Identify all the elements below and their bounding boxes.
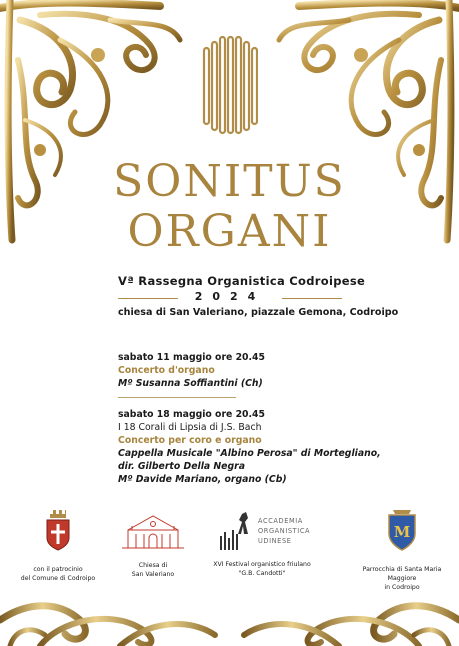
event-2-performer-2: dir. Gilberto Della Negra (118, 461, 245, 472)
logo-3-caption-1: XVI Festival organistico friulano (213, 561, 311, 568)
event-2-work: I 18 Corali di Lipsia di J.S. Bach (118, 422, 262, 433)
event-1-date: sabato 11 maggio ore 20.45 (118, 352, 265, 363)
academy-text-2: ORGANISTICA (258, 527, 311, 535)
event-2-name: Concerto per coro e organo (118, 435, 262, 446)
event-2 (118, 408, 381, 486)
logo-1-caption-1: con il patrocinio (33, 566, 83, 573)
academy-text-1: ACCADEMIA (258, 517, 303, 525)
logo-1-caption-2: del Comune di Codroipo (20, 575, 96, 582)
logo-comune-codroipo (18, 508, 98, 583)
organ-academy-icon (218, 510, 254, 552)
logo-chiesa-san-valeriano (112, 512, 194, 579)
event-separator (118, 397, 236, 398)
church-facade-icon (118, 512, 188, 550)
parish-emblem-icon (385, 508, 419, 552)
logo-2-caption-2: San Valeriano (131, 571, 175, 578)
logo-3-caption-2: "G.B. Candotti" (238, 570, 286, 577)
event-1-name: Concerto d'organo (118, 365, 215, 376)
logo-4-caption-1: Parrocchia di Santa Maria Maggiore (362, 566, 442, 582)
logo-4-caption-2: in Codroipo (384, 584, 420, 591)
title-line-2: ORGANI (127, 206, 332, 257)
logo-2-caption-1: Chiesa di (138, 562, 168, 569)
ornament-bottom-right (229, 590, 459, 646)
event-2-performer-1: Cappella Musicale "Albino Perosa" di Mortegliano, (118, 448, 381, 459)
logo-accademia-organistica (212, 510, 312, 578)
organ-pipes-icon (202, 36, 258, 136)
ornament-bottom-left (0, 590, 230, 646)
event-2-performer-3: Mº Davide Mariano, organo (Cb) (118, 474, 287, 485)
logo-parrocchia-santa-maria (352, 508, 452, 592)
venue: chiesa di San Valeriano, piazzale Gemona, Codroipo (118, 307, 399, 318)
title-line-1: SONITUS (113, 156, 346, 207)
year-line (118, 291, 342, 305)
event-2-date: sabato 18 maggio ore 20.45 (118, 409, 265, 420)
event-1 (118, 351, 265, 390)
event-1-performer: Mº Susanna Soffiantini (Ch) (118, 378, 263, 389)
academy-text-3: UDINESE (258, 537, 292, 545)
codroipo-coat-of-arms-icon (45, 508, 71, 552)
subtitle: Vª Rassegna Organistica Codroipese (118, 274, 366, 288)
svg-text:M: M (393, 523, 411, 541)
year: 2024 (194, 290, 266, 303)
